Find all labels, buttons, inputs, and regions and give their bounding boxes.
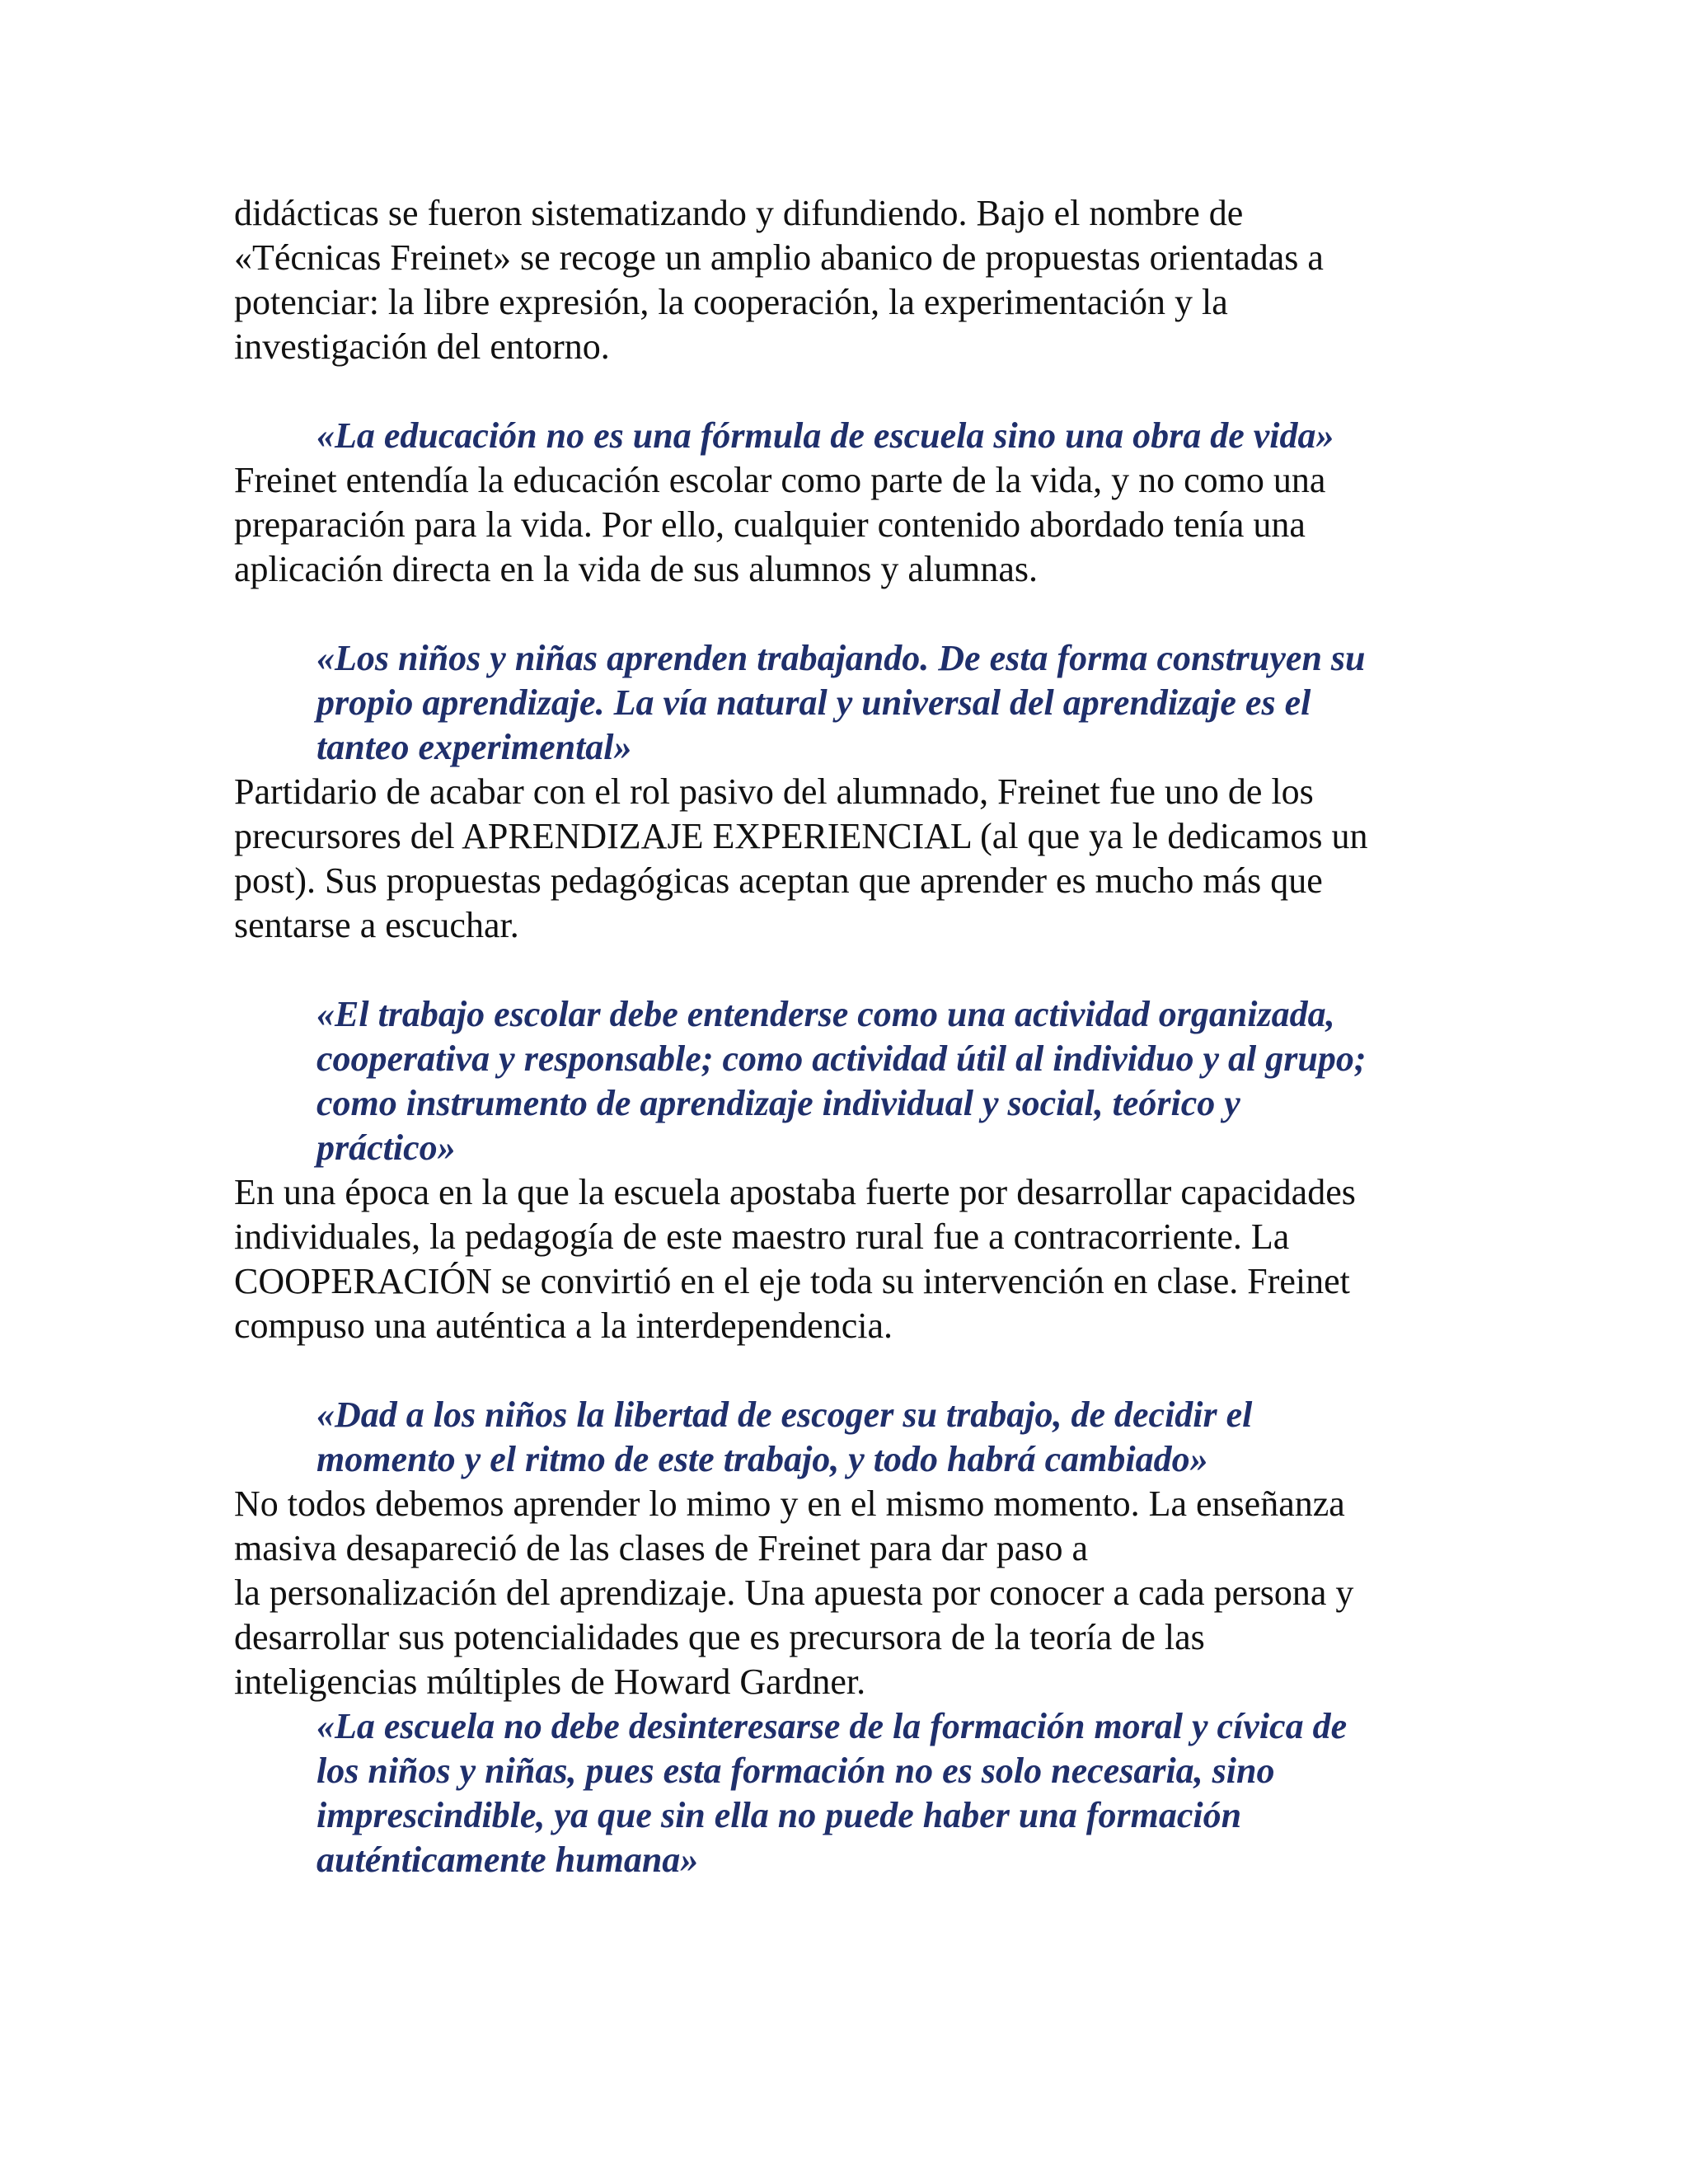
text-line: masiva desapareció de las clases de Freinet para dar paso a (234, 1528, 1088, 1568)
text-line: precursores del APRENDIZAJE EXPERIENCIAL (al que ya le dedicamos un (234, 816, 1368, 856)
quote-line: como instrumento de aprendizaje individual y social, teórico y (316, 1083, 1240, 1123)
quote-line: cooperativa y responsable; como actividad útil al individuo y al grupo; (316, 1038, 1367, 1079)
paragraph-personalization (234, 1482, 1470, 1704)
text-line: No todos debemos aprender lo mimo y en el mismo momento. La enseñanza (234, 1483, 1345, 1524)
quote-moral-civic-formation (234, 1704, 1470, 1882)
text-line: la personalización del aprendizaje. Una apuesta por conocer a cada persona y (234, 1572, 1354, 1613)
quote-line: «La educación no es una fórmula de escuela sino una obra de vida» (316, 415, 1334, 456)
quote-line: «Los niños y niñas aprenden trabajando. De esta forma construyen su (316, 638, 1366, 678)
quote-line: «La escuela no debe desinteresarse de la formación moral y cívica de (316, 1706, 1348, 1746)
quote-learning-by-working (234, 636, 1470, 770)
text-line: inteligencias múltiples de Howard Gardner. (234, 1661, 866, 1702)
text-line: individuales, la pedagogía de este maestro rural fue a contracorriente. La (234, 1216, 1290, 1257)
text-line: post). Sus propuestas pedagógicas aceptan que aprender es mucho más que (234, 860, 1323, 901)
text-line: compuso una auténtica a la interdependencia. (234, 1305, 893, 1346)
quote-line: auténticamente humana» (316, 1840, 699, 1880)
text-line: Freinet entendía la educación escolar como parte de la vida, y no como una (234, 460, 1326, 500)
text-line: preparación para la vida. Por ello, cualquier contenido abordado tenía una (234, 504, 1306, 545)
quote-school-work (234, 992, 1470, 1170)
paragraph-experiential-learning (234, 770, 1470, 948)
text-line: COOPERACIÓN se convirtió en el eje toda su intervención en clase. Freinet (234, 1261, 1350, 1301)
paragraph-techniques (234, 191, 1470, 369)
text-line: sentarse a escuchar. (234, 905, 519, 945)
quote-line: «Dad a los niños la libertad de escoger su trabajo, de decidir el (316, 1394, 1253, 1435)
text-line: desarrollar sus potencialidades que es precursora de la teoría de las (234, 1617, 1205, 1657)
quote-education-life (234, 414, 1470, 458)
text-line: didácticas se fueron sistematizando y difundiendo. Bajo el nombre de (234, 193, 1244, 233)
paragraph-cooperation (234, 1170, 1470, 1348)
text-line: potenciar: la libre expresión, la cooperación, la experimentación y la (234, 282, 1228, 322)
quote-line: los niños y niñas, pues esta formación no es solo necesaria, sino (316, 1750, 1275, 1791)
quote-line: propio aprendizaje. La vía natural y universal del aprendizaje es el (316, 682, 1311, 723)
quote-line: imprescindible, ya que sin ella no puede haber una formación (316, 1795, 1242, 1835)
text-line: investigación del entorno. (234, 326, 610, 367)
quote-line: práctico» (316, 1127, 456, 1168)
document-page (234, 191, 1470, 1882)
text-line: Partidario de acabar con el rol pasivo del alumnado, Freinet fue uno de los (234, 771, 1314, 812)
text-line: «Técnicas Freinet» se recoge un amplio abanico de propuestas orientadas a (234, 237, 1324, 278)
text-line: aplicación directa en la vida de sus alumnos y alumnas. (234, 549, 1039, 589)
text-line: En una época en la que la escuela apostaba fuerte por desarrollar capacidades (234, 1172, 1356, 1212)
quote-line: «El trabajo escolar debe entenderse como una actividad organizada, (316, 994, 1335, 1034)
paragraph-education-life (234, 458, 1470, 592)
quote-line: tanteo experimental» (316, 727, 632, 767)
quote-freedom-to-choose (234, 1393, 1470, 1482)
quote-line: momento y el ritmo de este trabajo, y todo habrá cambiado» (316, 1439, 1208, 1479)
